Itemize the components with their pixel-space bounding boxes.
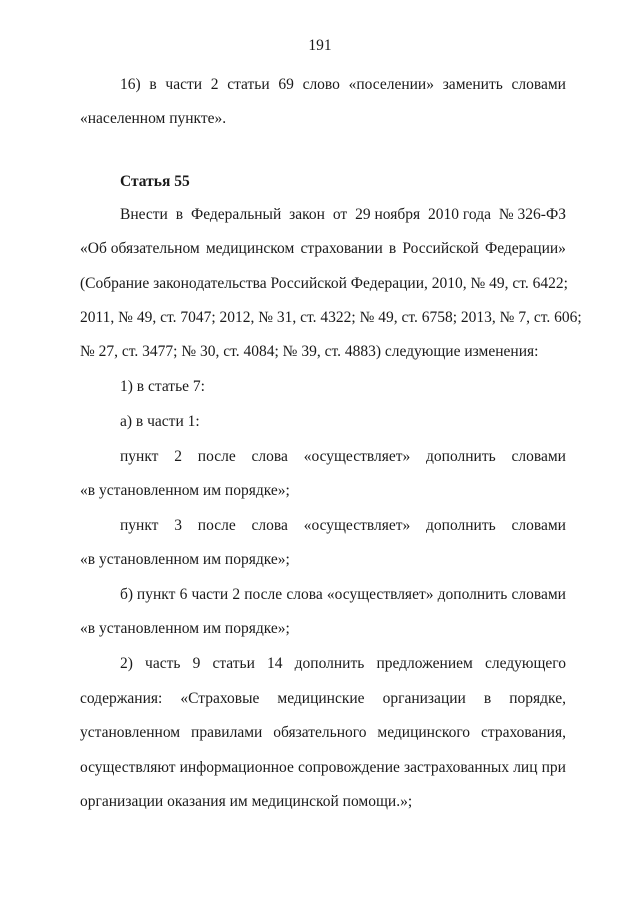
word: часть — [145, 655, 181, 672]
word: после — [197, 448, 236, 465]
word: сопровождение — [297, 759, 400, 776]
word: части — [165, 76, 203, 93]
word: обязательного — [273, 724, 367, 741]
paragraph-line — [120, 654, 566, 674]
word: статьи — [212, 655, 255, 672]
word: слова — [251, 448, 288, 465]
word: страховании — [300, 240, 383, 257]
paragraph-line: «в установленном им порядке»; — [80, 551, 290, 568]
word: в — [149, 76, 157, 93]
word: пункт — [120, 448, 159, 465]
word: слово — [302, 76, 340, 93]
word: 6 — [179, 586, 188, 603]
word: слова — [286, 586, 323, 603]
word: пункт — [120, 517, 159, 534]
word: словами — [511, 517, 566, 534]
word: медицинского — [377, 724, 471, 741]
word: предложением — [376, 655, 473, 672]
paragraph-line — [80, 758, 566, 778]
word: содержания: — [80, 690, 163, 707]
word: порядке, — [509, 690, 566, 707]
word: Внести — [120, 206, 168, 223]
word: б) пункт — [120, 586, 176, 603]
word: 2 — [210, 76, 219, 93]
word: дополнить — [294, 655, 365, 672]
word: лиц — [513, 759, 538, 776]
word: 2) — [120, 655, 133, 672]
word: 2 — [174, 448, 182, 465]
word: в — [388, 240, 397, 257]
paragraph-line: «населенном пункте». — [80, 110, 227, 127]
word: информационное — [179, 759, 294, 776]
word: после — [197, 517, 236, 534]
word: «осуществляет» — [303, 517, 411, 534]
word: в — [175, 206, 184, 223]
word: 29 ноября — [355, 206, 421, 223]
word: 69 — [278, 76, 294, 93]
word: дополнить — [437, 586, 508, 603]
word: дополнить — [426, 448, 496, 465]
word: установленном — [80, 724, 181, 741]
word: 9 — [192, 655, 201, 672]
word: № 326-ФЗ — [498, 206, 566, 223]
word: «осуществляет» — [303, 448, 411, 465]
paragraph-line — [120, 75, 566, 95]
paragraph-line: (Собрание законодательства Российской Федерации, 2010, № 49, ст. 6422; — [80, 275, 568, 292]
word: закон — [289, 206, 325, 223]
word: Российской — [402, 240, 479, 257]
paragraph-line — [80, 689, 566, 709]
word: медицинские — [277, 690, 365, 707]
word: осуществляют — [80, 759, 176, 776]
word: слова — [251, 517, 288, 534]
word: «Страховые — [180, 690, 260, 707]
word: медицинском — [205, 240, 295, 257]
word: 3 — [174, 517, 182, 534]
paragraph-line — [120, 516, 566, 536]
word: заменить — [442, 76, 503, 93]
paragraph-line: 2011, № 49, ст. 7047; 2012, № 31, ст. 4322; № 49, ст. 6758; 2013, № 7, ст. 606; — [80, 309, 582, 326]
word: «поселении» — [348, 76, 434, 93]
word: после — [244, 586, 283, 603]
list-item: а) в части 1: — [120, 413, 200, 430]
paragraph-line: № 27, ст. 3477; № 30, ст. 4084; № 39, ст. 4883) следующие изменения: — [80, 343, 539, 360]
paragraph-line — [120, 447, 566, 467]
word: при — [541, 759, 566, 776]
word: словами — [511, 76, 566, 93]
word: Федеральный — [191, 206, 282, 223]
list-item: 1) в статье 7: — [120, 378, 205, 395]
word: словами — [511, 448, 566, 465]
word: в — [483, 690, 492, 707]
paragraph-line: организации оказания им медицинской помощи.»; — [80, 793, 413, 810]
word: статьи — [227, 76, 270, 93]
word: следующего — [484, 655, 566, 672]
word: 2010 года — [428, 206, 491, 223]
word: части — [191, 586, 229, 603]
word: Федерации» — [484, 240, 566, 257]
word: словами — [511, 586, 566, 603]
word: от — [332, 206, 348, 223]
word: организации — [382, 690, 466, 707]
word: «осуществляет» — [326, 586, 434, 603]
word: 2 — [232, 586, 241, 603]
word: «Об обязательном — [80, 240, 200, 257]
paragraph-line — [80, 723, 566, 743]
paragraph-line — [120, 205, 566, 225]
page-number: 191 — [308, 37, 332, 54]
word: страхования, — [481, 724, 566, 741]
paragraph-line: «в установленном им порядке»; — [80, 620, 290, 637]
word: застрахованных — [403, 759, 510, 776]
paragraph-line — [120, 585, 566, 605]
word: 16) — [120, 76, 141, 93]
paragraph-line: «в установленном им порядке»; — [80, 482, 290, 499]
word: 14 — [267, 655, 283, 672]
article-heading: Статья 55 — [120, 173, 190, 190]
word: дополнить — [426, 517, 496, 534]
paragraph-line — [80, 239, 566, 259]
word: правилами — [191, 724, 263, 741]
